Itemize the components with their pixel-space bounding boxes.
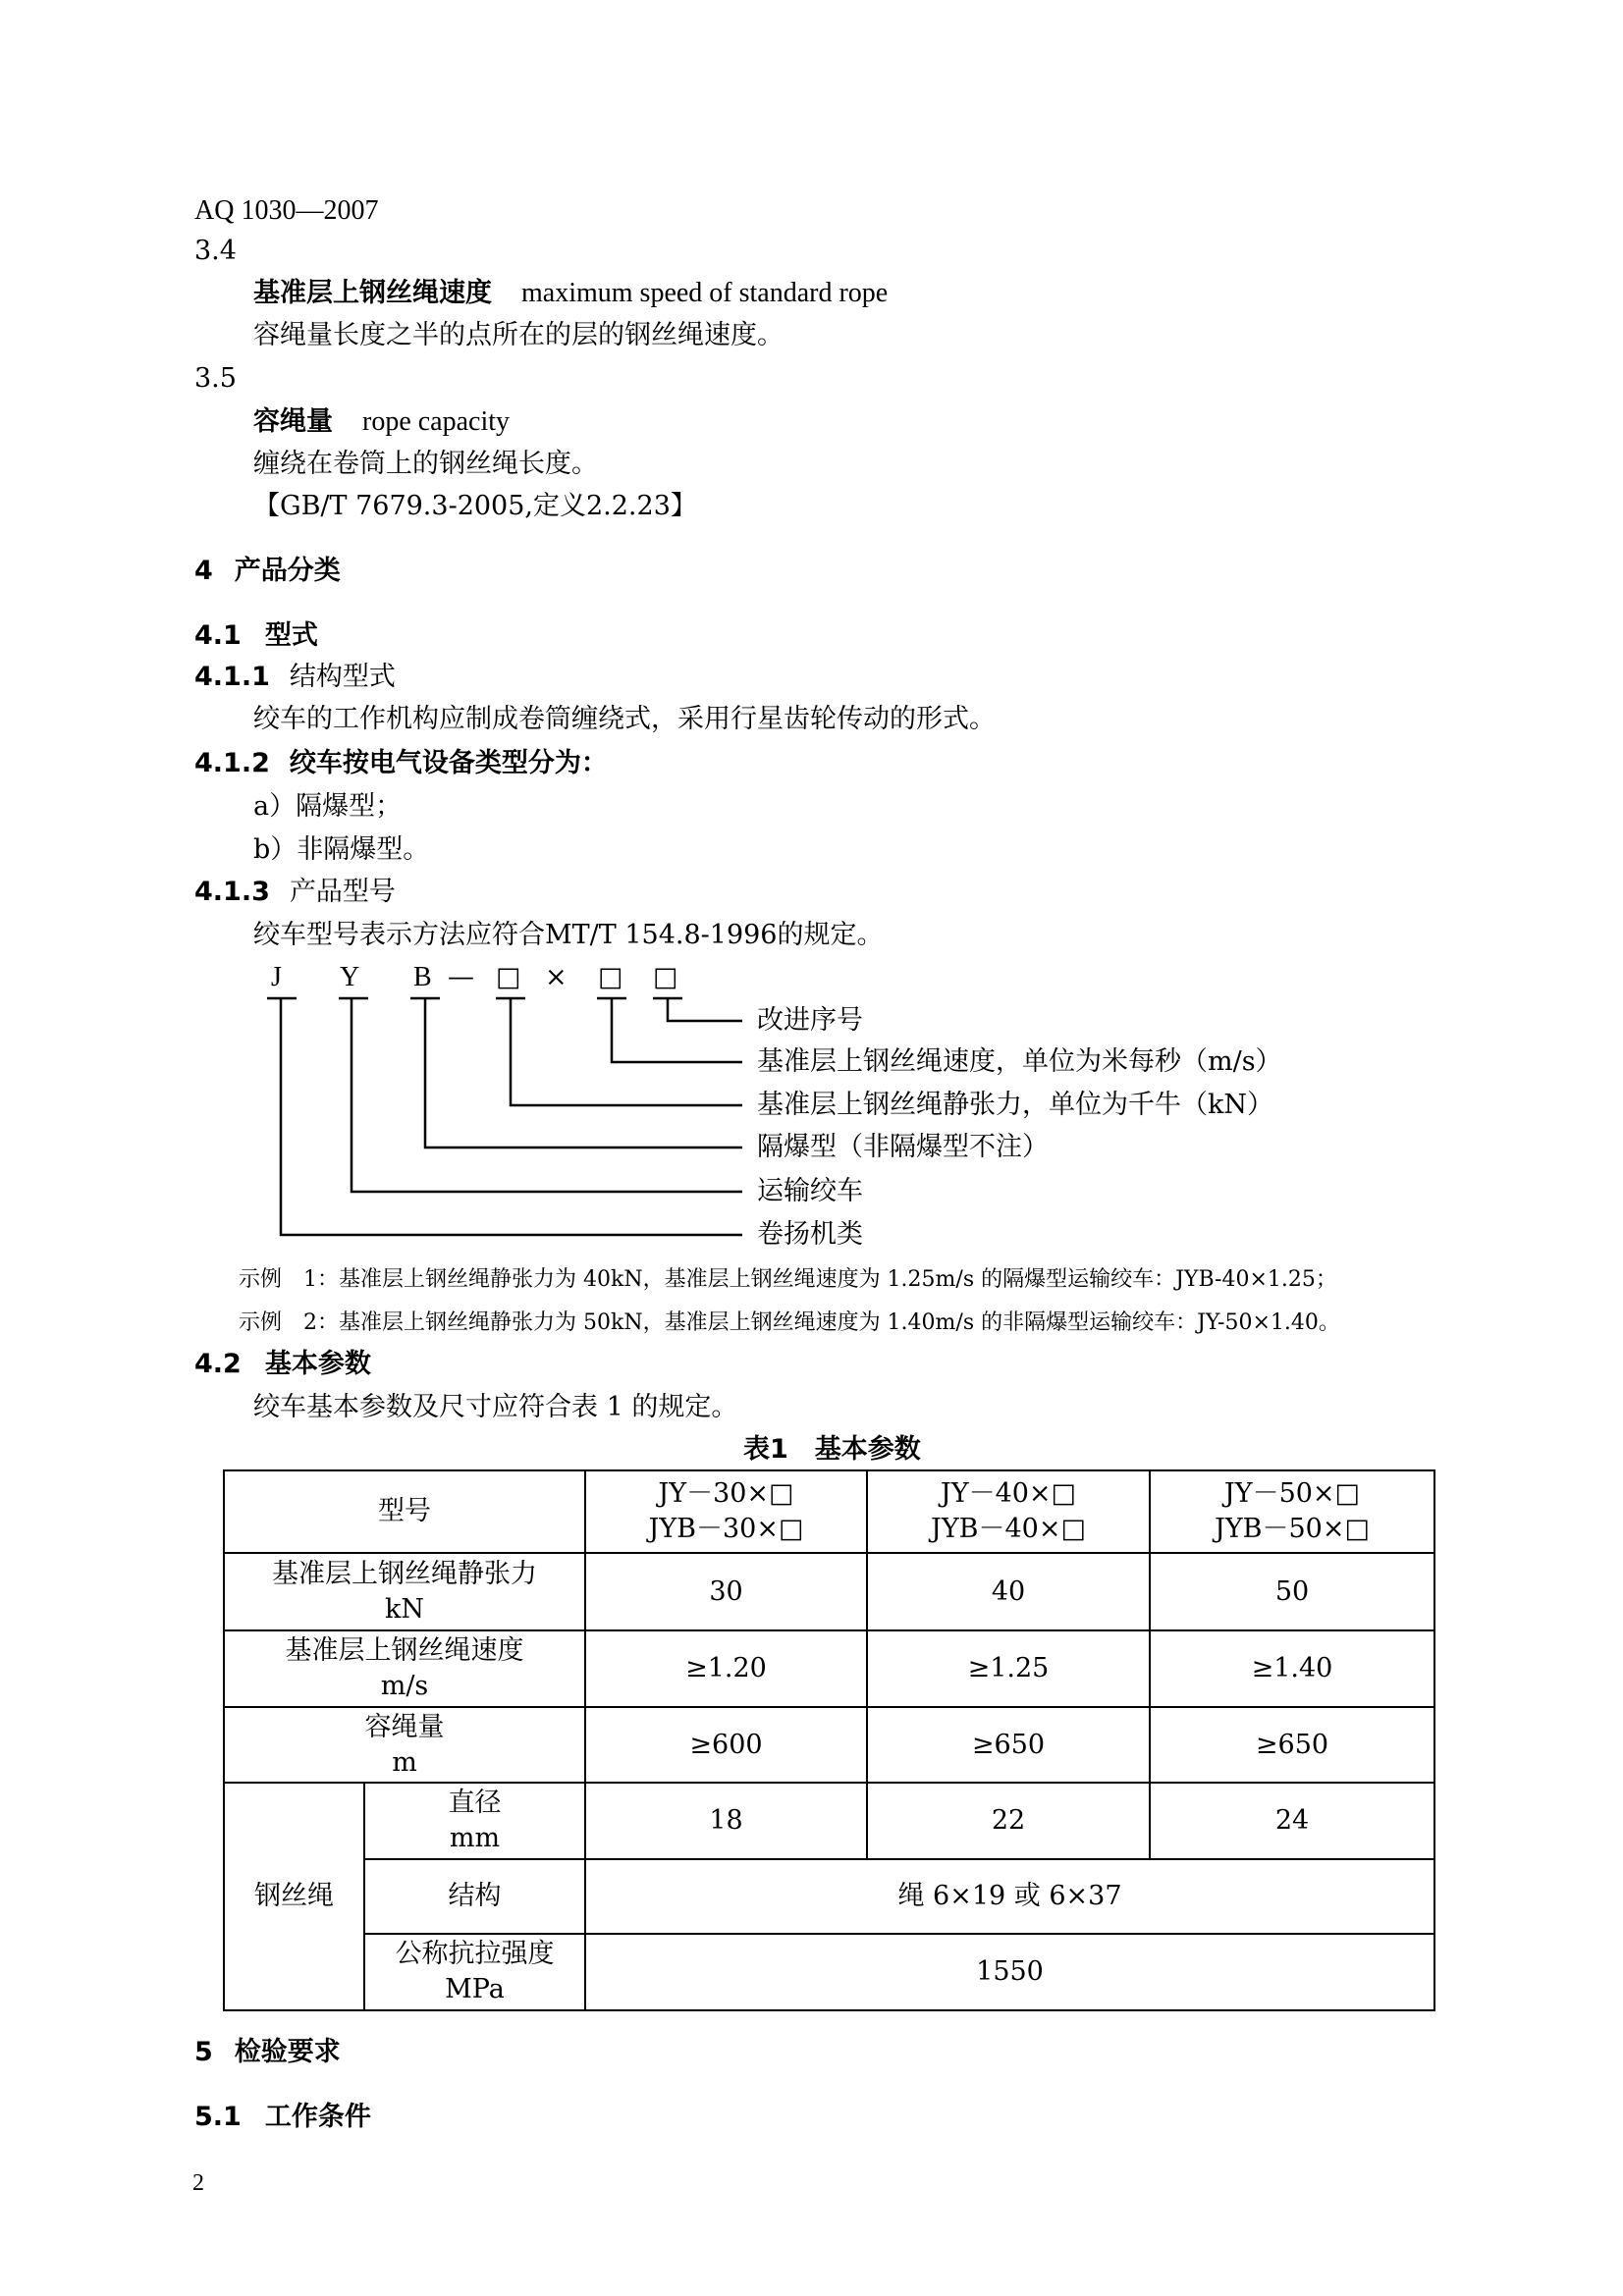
- cell: ≥1.20: [585, 1630, 867, 1707]
- cell: ≥650: [867, 1707, 1150, 1783]
- cell: 30: [585, 1553, 867, 1630]
- doc-header: AQ 1030—2007: [194, 195, 379, 226]
- cell: 22: [867, 1783, 1150, 1859]
- reference: 【GB/T 7679.3-2005,定义2.2.23】: [253, 491, 697, 521]
- row-label: 基准层上钢丝绳速度 m/s: [224, 1630, 585, 1707]
- cell: ≥600: [585, 1707, 867, 1783]
- header-cell: JY－50×□ JYB－50×□: [1150, 1470, 1434, 1553]
- section-number: 3.5: [194, 363, 237, 394]
- section-number: 4.1.3: [194, 877, 270, 907]
- cell: ≥1.25: [867, 1630, 1150, 1707]
- cell: 绳 6×19 或 6×37: [585, 1859, 1434, 1934]
- header-cell: JY－30×□ JYB－30×□: [585, 1470, 867, 1553]
- cell: 40: [867, 1553, 1150, 1630]
- code-label: 基准层上钢丝绳速度，单位为米每秒（m/s）: [757, 1046, 1282, 1077]
- row-label: 基准层上钢丝绳静张力 kN: [224, 1553, 585, 1630]
- table-row: [224, 1470, 1434, 1553]
- cell: 18: [585, 1783, 867, 1859]
- row-label: 直径 mm: [364, 1783, 585, 1859]
- code-symbol: —: [448, 962, 474, 992]
- code-symbol: □: [496, 962, 521, 992]
- code-label: 改进序号: [757, 1005, 863, 1036]
- section-number: 4.1.1: [194, 662, 270, 692]
- paragraph: 绞车型号表示方法应符合MT/T 154.8-1996的规定。: [253, 920, 884, 950]
- section-title: 结构型式: [289, 662, 396, 692]
- code-label: 卷扬机类: [757, 1219, 863, 1250]
- paragraph: 绞车基本参数及尺寸应符合表 1 的规定。: [253, 1392, 738, 1422]
- section-title: 工作条件: [264, 2102, 371, 2132]
- section-number: 4.1.2: [194, 748, 270, 778]
- row-group-label: 钢丝绳: [224, 1783, 364, 2010]
- section-title: 产品分类: [234, 556, 341, 586]
- code-symbol: Y: [340, 962, 360, 992]
- row-label: 公称抗拉强度 MPa: [364, 1934, 585, 2010]
- list-item: b）非隔爆型。: [253, 834, 430, 865]
- page-number: 2: [192, 2170, 204, 2196]
- definition: 缠绕在卷筒上的钢丝绳长度。: [253, 449, 598, 479]
- section-number: 5: [194, 2037, 213, 2067]
- cell: ≥1.40: [1150, 1630, 1434, 1707]
- term-english: rope capacity: [362, 406, 511, 437]
- term: 容绳量: [253, 406, 333, 437]
- example: 示例 1：基准层上钢丝绳静张力为 40kN，基准层上钢丝绳速度为 1.25m/s 的隔爆型运输绞车：JYB-40×1.25；: [239, 1267, 1337, 1292]
- section-title: 基本参数: [264, 1349, 371, 1379]
- table-row: [224, 1707, 1434, 1783]
- table-row: [224, 1553, 1434, 1630]
- table-row: [224, 1859, 1434, 1934]
- section-number: 4: [194, 556, 213, 586]
- section-title: 检验要求: [234, 2037, 341, 2067]
- term: 基准层上钢丝绳速度: [253, 278, 492, 308]
- paragraph: 绞车的工作机构应制成卷筒缠绕式，采用行星齿轮传动的形式。: [253, 704, 996, 734]
- section-title: 型式: [264, 620, 318, 651]
- table-title: 表1 基本参数: [743, 1434, 921, 1465]
- row-label: 容绳量 m: [224, 1707, 585, 1783]
- section-number: 5.1: [194, 2102, 242, 2132]
- table-row: [224, 1630, 1434, 1707]
- table-row: [224, 1783, 1434, 1859]
- term-english: maximum speed of standard rope: [521, 278, 889, 308]
- code-symbol: J: [271, 962, 282, 992]
- header-cell: JY－40×□ JYB－40×□: [867, 1470, 1150, 1553]
- code-label: 运输绞车: [757, 1176, 863, 1206]
- definition: 容绳量长度之半的点所在的层的钢丝绳速度。: [253, 320, 784, 350]
- list-item: a）隔爆型；: [253, 791, 403, 822]
- cell: 50: [1150, 1553, 1434, 1630]
- section-title: 绞车按电气设备类型分为：: [289, 748, 608, 778]
- section-number: 3.4: [194, 236, 237, 266]
- header-cell: 型号: [224, 1470, 585, 1553]
- cell: 1550: [585, 1934, 1434, 2010]
- section-number: 4.1: [194, 620, 242, 651]
- section-number: 4.2: [194, 1349, 242, 1379]
- section-title: 产品型号: [289, 877, 396, 907]
- code-label: 基准层上钢丝绳静张力，单位为千牛（kN）: [757, 1090, 1273, 1120]
- table-row: [224, 1934, 1434, 2010]
- code-label: 隔爆型（非隔爆型不注）: [757, 1132, 1049, 1162]
- row-label: 结构: [364, 1859, 585, 1934]
- example: 示例 2：基准层上钢丝绳静张力为 50kN，基准层上钢丝绳速度为 1.40m/s 的非隔爆型运输绞车：JY-50×1.40。: [239, 1310, 1340, 1335]
- cell: ≥650: [1150, 1707, 1434, 1783]
- cell: 24: [1150, 1783, 1434, 1859]
- parameters-table: [223, 1469, 1435, 2011]
- code-symbol: □: [598, 962, 623, 992]
- code-symbol: □: [653, 962, 678, 992]
- code-symbol: ×: [545, 962, 568, 992]
- code-symbol: B: [413, 962, 432, 992]
